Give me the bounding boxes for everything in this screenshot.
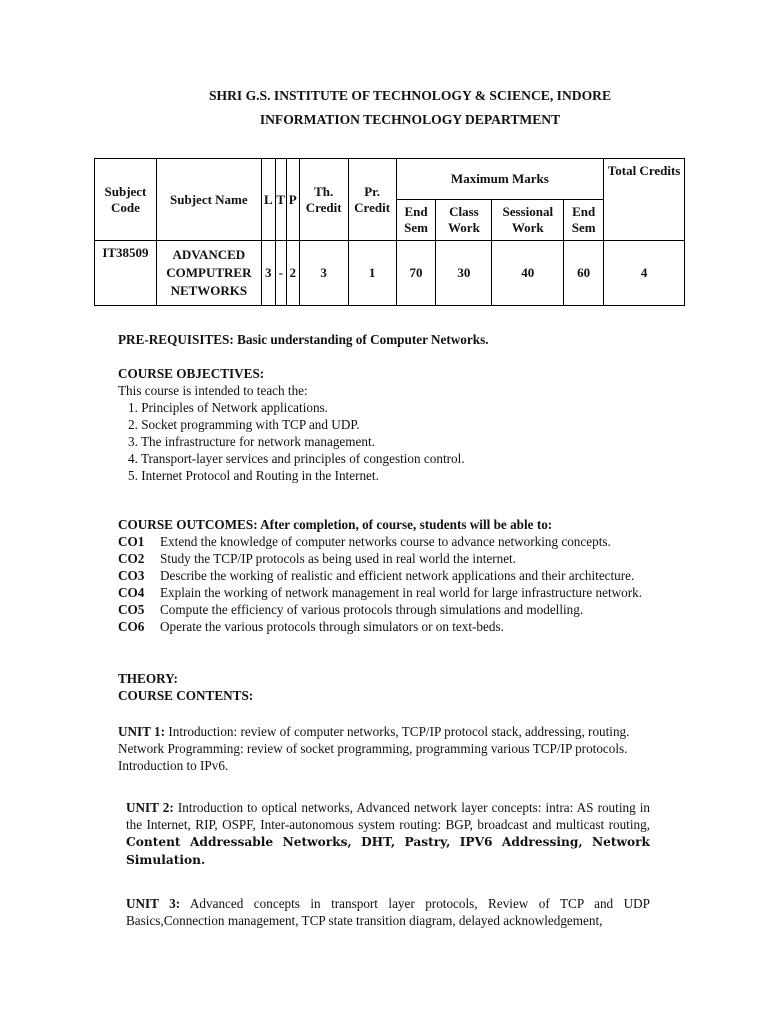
outcome-item: [118, 533, 688, 550]
cell-p: 2: [286, 241, 299, 306]
outcome-item: [118, 601, 688, 618]
outcome-code: CO4: [118, 585, 145, 600]
header-sessional-work: Sessional Work: [492, 200, 564, 241]
outcome-code: CO2: [118, 551, 145, 566]
unit-1-line2: Network Programming: review of socket programming, programming various TCP/IP protocols.: [118, 741, 628, 756]
header-total-credits: Total Credits: [604, 159, 685, 241]
header-p: P: [286, 159, 299, 241]
prerequisites: PRE-REQUISITES: Basic understanding of Computer Networks.: [118, 332, 489, 347]
cell-pr-credit: 1: [348, 241, 396, 306]
outcome-text: Extend the knowledge of computer networks course to advance networking concepts.: [160, 534, 611, 549]
unit-2: [126, 799, 650, 869]
unit-1-line1: Introduction: review of computer networks, TCP/IP protocol stack, addressing, routing.: [165, 724, 630, 739]
outcome-item: [118, 567, 688, 584]
outcome-text: Study the TCP/IP protocols as being used in real world the internet.: [160, 551, 517, 566]
course-outcomes: [118, 516, 688, 635]
outcome-code: CO3: [118, 568, 145, 583]
unit-3: [126, 895, 650, 929]
outcome-text: Compute the efficiency of various protocols through simulations and modelling.: [160, 602, 584, 617]
header-end-sem-2: End Sem: [564, 200, 604, 241]
cell-th-credit: 3: [299, 241, 348, 306]
objective-item: 4. Transport-layer services and principles of congestion control.: [128, 451, 465, 466]
outcome-item: [118, 550, 688, 567]
cell-l: 3: [261, 241, 275, 306]
unit-1: [118, 723, 688, 774]
header-subject-code: Subject Code: [95, 159, 157, 241]
cell-total-credits: 4: [604, 241, 685, 306]
cell-t: -: [275, 241, 286, 306]
header-subject-name: Subject Name: [156, 159, 261, 241]
cell-end-sem-1: 70: [396, 241, 436, 306]
outcome-code: CO6: [118, 619, 145, 634]
objective-item: 5. Internet Protocol and Routing in the Internet.: [128, 468, 379, 483]
unit-3-label: UNIT 3:: [126, 896, 181, 911]
cell-sessional-work: 40: [492, 241, 564, 306]
institute-title: SHRI G.S. INSTITUTE OF TECHNOLOGY & SCIENCE, INDORE: [208, 88, 612, 103]
unit-2-bold-text: Content Addressable Networks, DHT, Pastry, IPV6 Addressing, Network Simulation.: [126, 835, 650, 867]
outcome-text: Describe the working of realistic and efficient network applications and their architecture.: [160, 568, 635, 583]
outcome-item: [118, 584, 688, 601]
objectives-intro: This course is intended to teach the:: [118, 383, 308, 398]
cell-code: IT38509: [95, 241, 157, 306]
marks-table: [94, 158, 685, 306]
cell-name: [156, 241, 261, 306]
header-pr-credit: Pr. Credit: [348, 159, 396, 241]
cell-name-line2: COMPUTRER: [166, 265, 252, 280]
header-l: L: [261, 159, 275, 241]
department-title: INFORMATION TECHNOLOGY DEPARTMENT: [259, 112, 561, 127]
course-contents-heading: COURSE CONTENTS:: [118, 688, 254, 703]
objective-item: 1. Principles of Network applications.: [128, 400, 328, 415]
cell-end-sem-2: 60: [564, 241, 604, 306]
theory-heading: THEORY:: [118, 671, 178, 686]
course-objectives: [118, 365, 688, 484]
outcome-code: CO1: [118, 534, 145, 549]
outcomes-heading: COURSE OUTCOMES: After completion, of course, students will be able to:: [118, 517, 553, 532]
theory-section: [118, 670, 688, 704]
outcome-text: Explain the working of network management in real world for large infrastructure network.: [160, 585, 643, 600]
header-class-work: Class Work: [436, 200, 492, 241]
outcome-code: CO5: [118, 602, 145, 617]
unit-2-label: UNIT 2:: [126, 800, 174, 815]
header-th-credit: Th. Credit: [299, 159, 348, 241]
header-end-sem-1: End Sem: [396, 200, 436, 241]
header-t: T: [275, 159, 286, 241]
cell-class-work: 30: [436, 241, 492, 306]
unit-1-line3: Introduction to IPv6.: [118, 758, 229, 773]
objective-item: 3. The infrastructure for network management.: [128, 434, 375, 449]
header-max-marks: Maximum Marks: [396, 159, 604, 200]
unit-1-label: UNIT 1:: [118, 724, 166, 739]
objectives-heading: COURSE OBJECTIVES:: [118, 366, 265, 381]
objective-item: 2. Socket programming with TCP and UDP.: [128, 417, 360, 432]
outcome-text: Operate the various protocols through simulators or on text-beds.: [160, 619, 504, 634]
outcome-item: [118, 618, 688, 635]
cell-name-line1: ADVANCED: [172, 247, 246, 262]
unit-3-text: Advanced concepts in transport layer protocols, Review of TCP and UDP Basics,Connection management, TCP state transition diagram, delayed acknowledgement,: [126, 896, 650, 928]
cell-name-line3: NETWORKS: [170, 283, 248, 298]
unit-2-text: Introduction to optical networks, Advanced network layer concepts: intra: AS routing in the Internet, RIP, OSPF, Inter-autonomous system routing: BGP, broadcast and multicast routing,: [126, 800, 650, 832]
